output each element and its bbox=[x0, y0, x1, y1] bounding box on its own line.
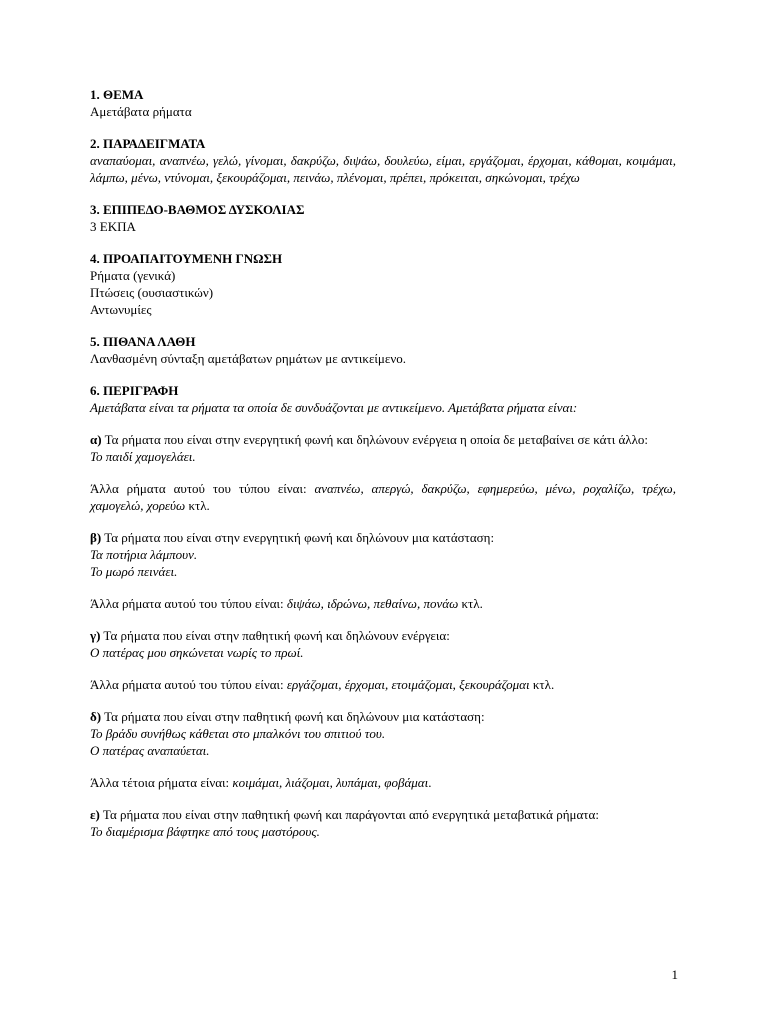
section-heading: 3. ΕΠΙΠΕΔΟ-ΒΑΘΜΟΣ ΔΥΣΚΟΛΙΑΣ bbox=[90, 202, 305, 217]
more-verbs-prefix: Άλλα ρήματα αυτού του τύπου είναι: bbox=[90, 481, 315, 496]
section-prerequisites bbox=[90, 250, 676, 318]
section-text: 3 ΕΚΠΑ bbox=[90, 219, 136, 234]
section-possible-errors bbox=[90, 333, 676, 367]
more-verbs-list: κοιμάμαι, λιάζομαι, λυπάμαι, φοβάμαι bbox=[232, 775, 429, 790]
more-verbs-suffix: κτλ. bbox=[458, 596, 483, 611]
more-verbs bbox=[90, 774, 676, 791]
section-heading: 1. ΘΕΜΑ bbox=[90, 87, 144, 102]
category-text: Τα ρήματα που είναι στην παθητική φωνή και παράγονται από ενεργητικά μεταβατικά ρήματα: bbox=[99, 807, 599, 822]
example-sentence: Ο πατέρας μου σηκώνεται νωρίς το πρωί. bbox=[90, 645, 304, 660]
more-verbs-prefix: Άλλα ρήματα αυτού του τύπου είναι: bbox=[90, 596, 287, 611]
more-verbs-list: αναπνέω, απεργώ, δακρύζω, εφημερεύω, μένω, ροχαλίζω, τρέχω, χαμογελώ, χορεύω bbox=[90, 481, 676, 513]
example-sentence: Ο πατέρας αναπαύεται. bbox=[90, 743, 210, 758]
prerequisite-item: Πτώσεις (ουσιαστικών) bbox=[90, 285, 214, 300]
category-gamma bbox=[90, 627, 676, 644]
section-heading: 4. ΠΡΟΑΠΑΙΤΟΥΜΕΝΗ ΓΝΩΣΗ bbox=[90, 251, 283, 266]
category-label: ε) bbox=[90, 807, 100, 822]
category-text: Τα ρήματα που είναι στην παθητική φωνή και δηλώνουν μια κατάσταση: bbox=[101, 709, 485, 724]
page-number: 1 bbox=[671, 967, 678, 982]
section-text: Αμετάβατα ρήματα bbox=[90, 104, 192, 119]
more-verbs-suffix: κτλ. bbox=[185, 498, 210, 513]
example-sentence: Το μωρό πεινάει. bbox=[90, 564, 178, 579]
category-text: Τα ρήματα που είναι στην παθητική φωνή και δηλώνουν ενέργεια: bbox=[100, 628, 450, 643]
category-text: Τα ρήματα που είναι στην ενεργητική φωνή και δηλώνουν μια κατάσταση: bbox=[101, 530, 495, 545]
category-alpha bbox=[90, 431, 676, 448]
category-label: γ) bbox=[90, 628, 101, 643]
more-verbs-prefix: Άλλα ρήματα αυτού του τύπου είναι: bbox=[90, 677, 287, 692]
description-intro: Αμετάβατα είναι τα ρήματα τα οποία δε συνδυάζονται με αντικείμενο. Αμετάβατα ρήματα είναι: bbox=[90, 400, 578, 415]
category-delta bbox=[90, 708, 676, 725]
more-verbs-suffix: . bbox=[428, 775, 432, 790]
example-sentence: Το παιδί χαμογελάει. bbox=[90, 449, 196, 464]
example-sentence: Τα ποτήρια λάμπουν. bbox=[90, 547, 198, 562]
category-text: Τα ρήματα που είναι στην ενεργητική φωνή και δηλώνουν ενέργεια η οποία δε μεταβαίνει σε κάτι άλλο: bbox=[101, 432, 648, 447]
example-sentence: Το βράδυ συνήθως κάθεται στο μπαλκόνι του σπιτιού του. bbox=[90, 726, 386, 741]
section-description bbox=[90, 382, 676, 840]
section-level bbox=[90, 201, 676, 235]
prerequisite-item: Ρήματα (γενικά) bbox=[90, 268, 176, 283]
more-verbs-prefix: Άλλα τέτοια ρήματα είναι: bbox=[90, 775, 233, 790]
category-epsilon bbox=[90, 806, 676, 823]
section-topic bbox=[90, 86, 676, 120]
example-sentence: Το διαμέρισμα βάφτηκε από τους μαστόρους. bbox=[90, 824, 320, 839]
examples-list: αναπαύομαι, αναπνέω, γελώ, γίνομαι, δακρύζω, διψάω, δουλεύω, είμαι, εργάζομαι, έρχομαι, κάθομαι, κοιμάμαι, λάμπω, μένω, ντύνομαι, ξεκουράζομαι, πεινάω, πλένομαι, πρέπει, πρόκειται, σηκώνομαι, τρέχω bbox=[90, 153, 676, 185]
more-verbs bbox=[90, 480, 676, 514]
section-examples bbox=[90, 135, 676, 186]
section-text: Λανθασμένη σύνταξη αμετάβατων ρημάτων με αντικείμενο. bbox=[90, 351, 406, 366]
category-label: α) bbox=[90, 432, 102, 447]
category-label: β) bbox=[90, 530, 102, 545]
prerequisite-item: Αντωνυμίες bbox=[90, 302, 152, 317]
more-verbs-list: εργάζομαι, έρχομαι, ετοιμάζομαι, ξεκουράζομαι bbox=[286, 677, 530, 692]
section-heading: 2. ΠΑΡΑΔΕΙΓΜΑΤΑ bbox=[90, 136, 206, 151]
more-verbs-suffix: κτλ. bbox=[529, 677, 555, 692]
more-verbs bbox=[90, 676, 676, 693]
category-label: δ) bbox=[90, 709, 102, 724]
section-heading: 5. ΠΙΘΑΝΑ ΛΑΘΗ bbox=[90, 334, 196, 349]
document-body bbox=[90, 86, 676, 855]
section-heading: 6. ΠΕΡΙΓΡΑΦΗ bbox=[90, 383, 179, 398]
category-beta bbox=[90, 529, 676, 546]
more-verbs bbox=[90, 595, 676, 612]
more-verbs-list: διψάω, ιδρώνω, πεθαίνω, πονάω bbox=[286, 596, 459, 611]
